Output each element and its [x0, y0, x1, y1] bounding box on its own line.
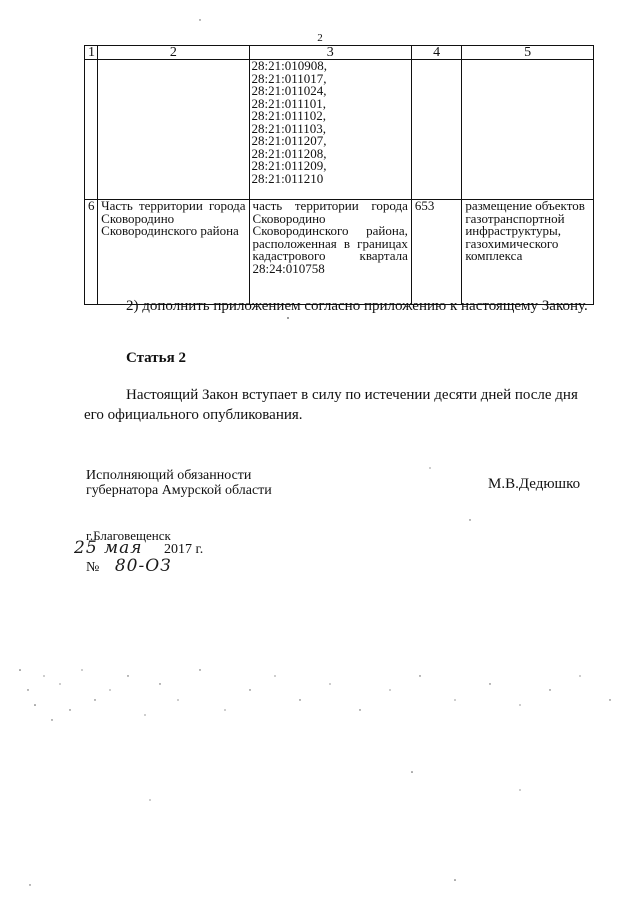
column-header: 3: [249, 46, 411, 60]
row-number: 6: [85, 200, 98, 305]
table-row: [85, 60, 594, 200]
column-header: 1: [85, 46, 98, 60]
cadastral-code: 28:21:011207,: [251, 133, 327, 148]
cadastral-code: 28:21:011017,: [251, 70, 327, 86]
date-line: [74, 538, 203, 558]
signatory-title-line: Исполняющий обязанности: [86, 468, 252, 483]
table-header-row: [85, 46, 594, 60]
area-value: 653: [411, 200, 461, 305]
signatory-title-line: губернатора Амурской области: [86, 483, 272, 498]
territory-name: Часть территории города Сковородино Сковородинского района: [98, 200, 249, 305]
cadastral-code: 28:21:011024,: [251, 83, 327, 98]
table-cell: [98, 60, 249, 200]
column-header: 5: [462, 46, 594, 60]
table-cell: [85, 60, 98, 200]
table-cell: [462, 60, 594, 200]
purpose-text: размещение объектов газотранспортной инфраструктуры, газохимического комплекса: [462, 200, 594, 305]
cadastral-code: 28:21:011210: [251, 170, 324, 186]
cadastral-code: 28:21:010908,: [251, 58, 328, 73]
signatory-name: М.В.Дедюшко: [488, 476, 581, 492]
date-year: 2017 г.: [164, 542, 204, 557]
item-2-paragraph: 2) дополнить приложением согласно приложению к настоящему Закону.: [126, 298, 588, 314]
handwritten-law-number: 80-ОЗ: [114, 556, 172, 576]
law-number-line: [86, 556, 172, 576]
column-header: 4: [411, 46, 461, 60]
cadastral-code: 28:21:011208,: [251, 145, 327, 161]
law-table: [84, 45, 594, 305]
handwritten-date: 25 мая: [74, 538, 143, 558]
article-heading: Статья 2: [126, 350, 186, 366]
cadastral-code: 28:21:011102,: [251, 108, 327, 123]
signatory-title: [86, 468, 272, 498]
table-cell: [411, 60, 461, 200]
page-number: 2: [317, 32, 323, 44]
cadastral-code: 28:21:011209,: [251, 158, 327, 173]
place-of-signing: г.Благовещенск: [86, 528, 171, 543]
cadastral-code: 28:21:011103,: [251, 120, 327, 136]
cadastral-codes-cell: [249, 60, 411, 200]
territory-description: часть территории города Сковородино Сковородинского района, расположенная в границах кадастрового квартала 28:24:010758: [249, 200, 411, 305]
table-row: [85, 200, 594, 305]
cadastral-code: 28:21:011101,: [251, 95, 327, 111]
column-header: 2: [98, 46, 249, 60]
number-sign: №: [86, 560, 100, 575]
article-text: Настоящий Закон вступает в силу по истечении десяти дней после дня его официального опубликования.: [84, 387, 578, 423]
